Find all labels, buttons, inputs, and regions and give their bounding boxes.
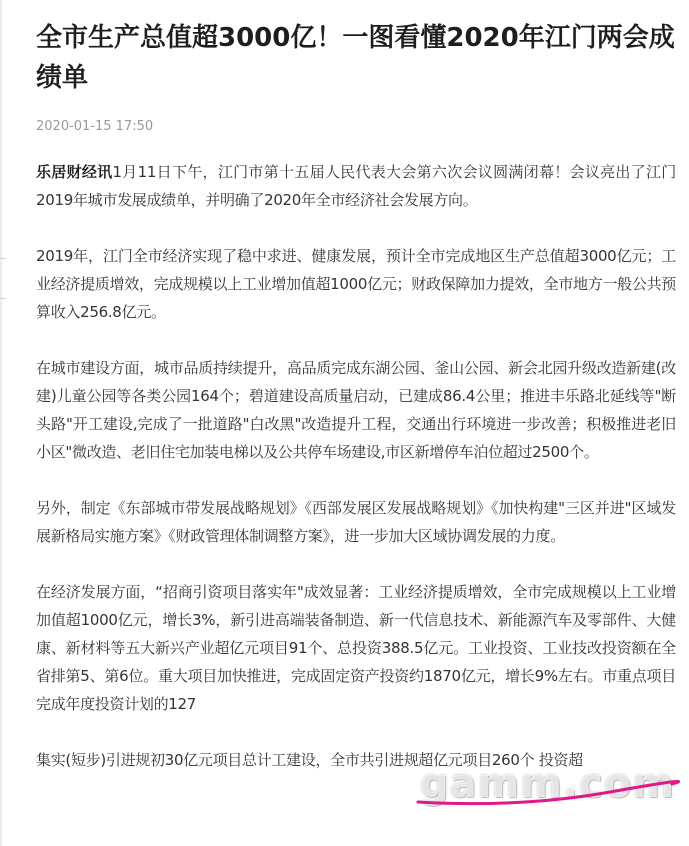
article-body [36, 158, 676, 774]
paragraph-economic-development: 在经济发展方面，“招商引资项目落实年"成效显著：工业经济提质增效，全市完成规模以上工业增加值超1000亿元，增长3%，新引进高端装备制造、新一代信息技术、新能源汽车及零部件、大健康、新材料等五大新兴产业超亿元项目91个、总投资388.5亿元。工业投资、工业技改投资额在全省排第5、第6位。重大项目加快推进，完成固定资产投资约1870亿元，增长9%左右。市重点项目完成年度投资计划的127 [36, 583, 676, 713]
paragraph-text: 1月11日下午，江门市第十五届人民代表大会第六次会议圆满闭幕！会议亮出了江门2019年城市发展成绩单，并明确了2020年全市经济社会发展方向。 [36, 163, 676, 209]
publish-date: 2020-01-15 17:50 [36, 119, 154, 134]
left-edge-tick [0, 298, 6, 299]
paragraph-regional-planning: 另外，制定《东部城市带发展战略规划》《西部发展区发展战略规划》《加快构建"三区并进"区域发展新格局实施方案》《财政管理体制调整方案》，进一步加大区域协调发展的力度。 [36, 499, 676, 545]
article [36, 18, 676, 802]
article-title: 全市生产总值超3000亿！一图看懂2020年江门两会成绩单 [36, 23, 675, 93]
watermark-text: gamm.com [420, 761, 676, 807]
paragraph-urban-construction: 在城市建设方面，城市品质持续提升，高品质完成东湖公园、釜山公园、新会北园升级改造新建(改建)儿童公园等各类公园164个；碧道建设高质量启动，已建成86.4公里；推进丰乐路北延线等"断头路"开工建设,完成了一批道路"白改黑"改造提升工程，交通出行环境进一步改善；积极推进老旧小区"微改造、老旧住宅加装电梯以及公共停车场建设,市区新增停车泊位超过2500个。 [36, 359, 676, 461]
left-edge-tick [0, 258, 6, 259]
paragraph-projects: 集实(短步)引进规初30亿元项目总计工建设，全市共引进规超亿元项目260个 投资超 [36, 751, 583, 769]
left-edge-divider [0, 0, 2, 846]
lead-source: 乐居财经讯 [36, 163, 113, 181]
paragraph-economy-2019: 2019年，江门全市经济实现了稳中求进、健康发展，预计全市完成地区生产总值超3000亿元；工业经济提质增效，完成规模以上工业增加值超1000亿元；财政保障加力提效，全市地方一般公共预算收入256.8亿元。 [36, 247, 676, 321]
paragraph-lead [36, 158, 676, 214]
